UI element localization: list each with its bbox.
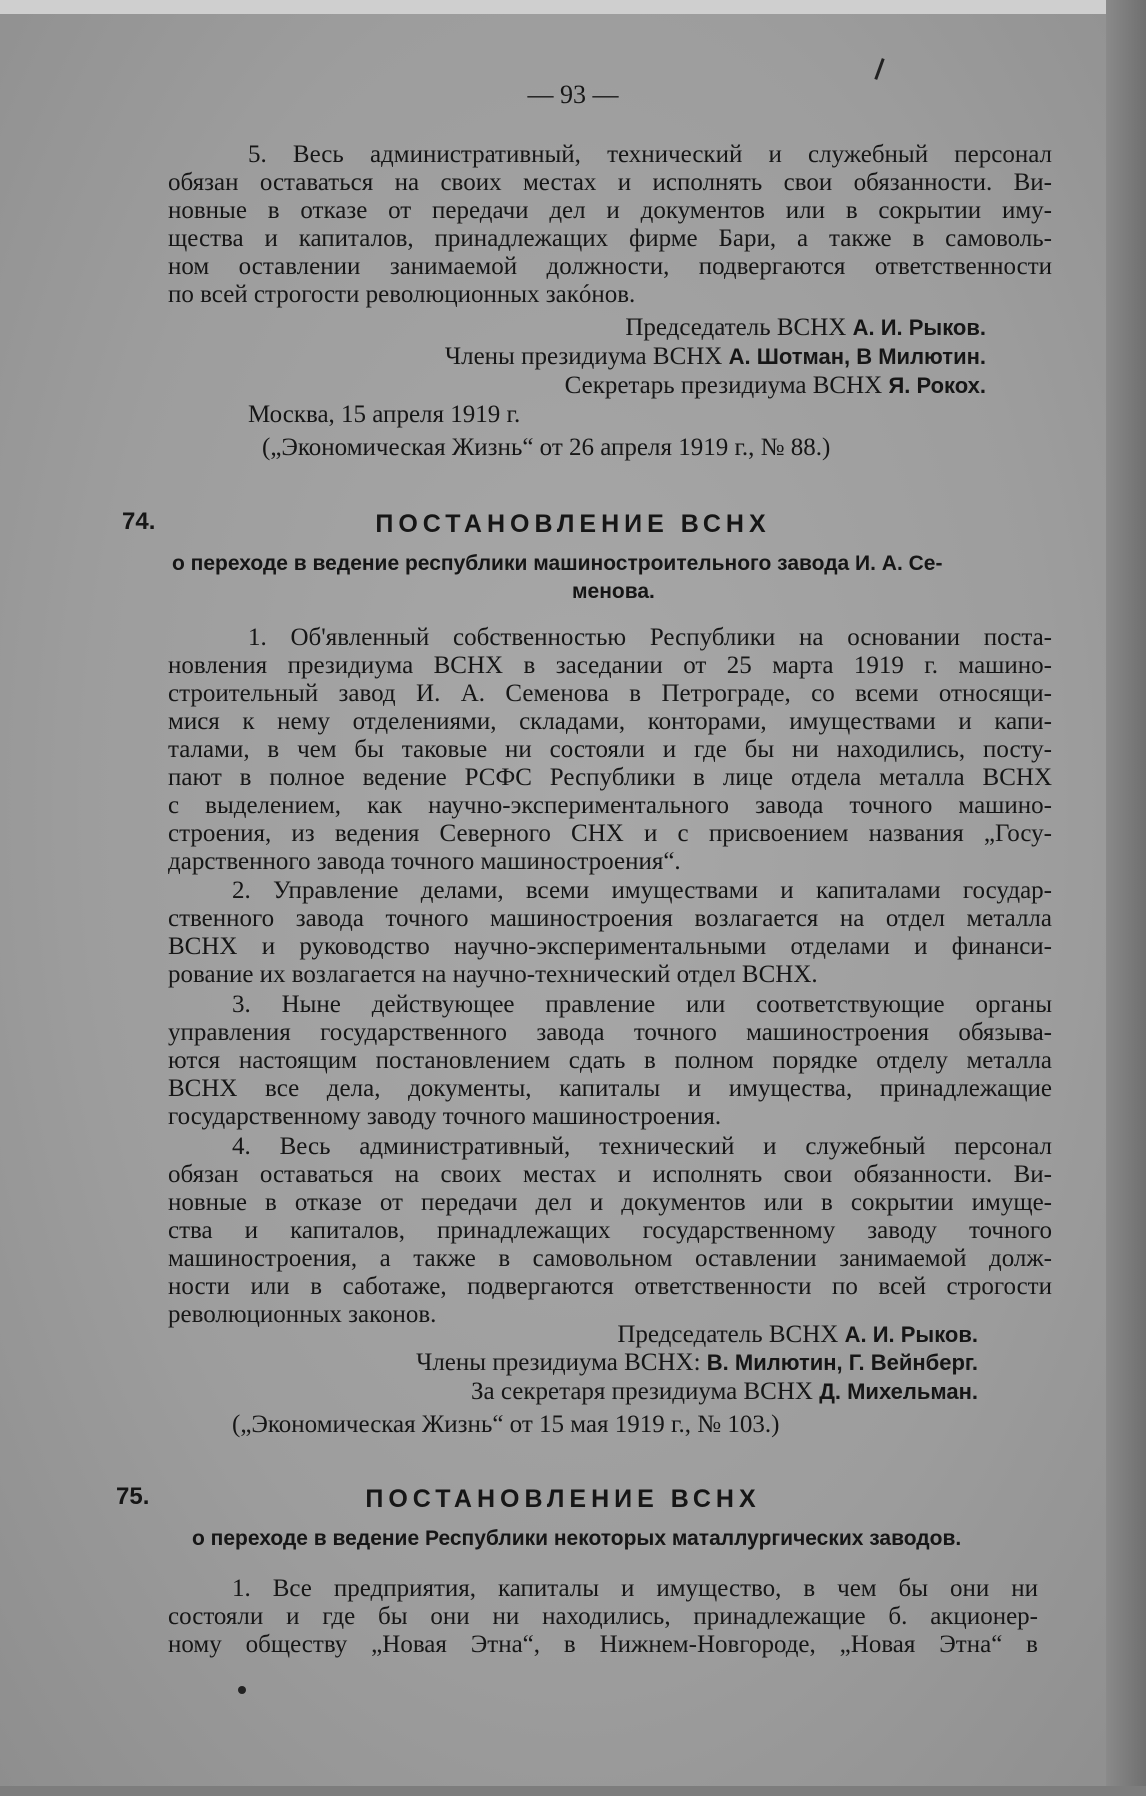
paragraph-line: ному обществу „Новая Этна“, в Нижнем-Новгороде, „Новая Этна“ в (168, 1631, 1038, 1658)
paragraph-line: 1. Все предприятия, капиталы и имущество, в чем бы они ни (232, 1575, 1038, 1602)
paragraph-line: строительный завод И. А. Семенова в Петрограде, со всеми относящи- (168, 680, 1052, 707)
source-citation: („Экономическая Жизнь“ от 26 апреля 1919 г., № 88.) (262, 434, 831, 461)
document-title: ПОСТАНОВЛЕНИЕ ВСНХ (365, 1485, 761, 1513)
paragraph-line: управления государственного завода точного машиностроения обязыва- (168, 1019, 1052, 1046)
paragraph-line: революционных законов. (168, 1301, 437, 1328)
paragraph-line: машиностроения, а также в самовольном оставлении занимаемой долж- (168, 1245, 1052, 1272)
intro-paragraph-line: по всей строгости революционных закóнов. (168, 281, 636, 308)
paragraph-line: дарственного завода точного машиностроения“. (168, 848, 681, 875)
signature-secretary (0, 371, 986, 401)
signature-names: А. И. Рыков. (844, 1322, 978, 1347)
source-citation: („Экономическая Жизнь“ от 15 мая 1919 г., № 103.) (232, 1411, 780, 1438)
document-subtitle: о переходе в ведение Республики некоторых маталлургических заводов. (192, 1527, 962, 1550)
document-subtitle: о переходе в ведение республики машиностроительного завода И. А. Се- (172, 552, 943, 575)
intro-paragraph-line: обязан оставаться на своих местах и исполнять свои обязанности. Ви- (168, 169, 1052, 196)
paragraph-line: государственному заводу точного машиностроения. (168, 1103, 722, 1130)
paragraph-line: 1. Об'явленный собственностью Республики на основании поста- (248, 624, 1052, 651)
paragraph-line: ства и капиталов, принадлежащих государственному заводу точного (168, 1217, 1052, 1244)
intro-paragraph-line: щества и капиталов, принадлежащих фирме Бари, а также в самоволь- (168, 225, 1052, 252)
document-number: 74. (122, 508, 156, 535)
document-subtitle: менова. (572, 580, 655, 603)
paragraph-line: новные в отказе от передачи дел и документов или в сокрытии имуще- (168, 1189, 1052, 1216)
pen-mark (874, 58, 884, 80)
paragraph-line: обязан оставаться на своих местах и исполнять свои обязанности. Ви- (168, 1161, 1052, 1188)
paragraph-line: мися к нему отделениями, складами, конторами, имуществами и капи- (168, 708, 1052, 735)
paragraph-line: ности или в саботаже, подвергаются ответственности по всей строгости (168, 1273, 1052, 1300)
paragraph-line: рование их возлагается на научно-технический отдел ВСНХ. (168, 961, 818, 988)
paragraph-line: талами, в чем бы таковые ни состояли и где бы ни находились, посту- (168, 736, 1052, 763)
signature-secretary (0, 1377, 978, 1407)
signature-names: В. Милютин, Г. Вейнберг. (706, 1350, 978, 1375)
signature-names: А. И. Рыков. (852, 315, 986, 340)
signature-role: Члены президиума ВСНХ: (416, 1349, 701, 1376)
signature-names: Д. Михельман. (819, 1379, 978, 1404)
page-right-edge (1106, 0, 1146, 1796)
signature-role: Председатель ВСНХ (617, 1321, 839, 1348)
signature-role: Члены президиума ВСНХ (444, 343, 723, 370)
signature-role: Председатель ВСНХ (625, 314, 847, 341)
intro-paragraph-line: ном оставлении занимаемой должности, подвергаются ответственности (168, 253, 1052, 280)
signature-role: За секретаря президиума ВСНХ (471, 1378, 813, 1405)
signature-chairman (0, 313, 986, 343)
signature-names: Я. Рокох. (888, 373, 986, 398)
document-number: 75. (116, 1483, 150, 1510)
intro-paragraph-line: новные в отказе от передачи дел и документов или в сокрытии иму- (168, 197, 1052, 224)
paragraph-line: ВСНХ все дела, документы, капиталы и имущества, принадлежащие (168, 1075, 1052, 1102)
page-bottom-edge (0, 1786, 1146, 1796)
page-number: — 93 — (527, 80, 619, 109)
paragraph-line: строения, из ведения Северного СНХ и с присвоением названия „Госу- (168, 820, 1052, 847)
signature-members (0, 1348, 978, 1378)
signature-role: Секретарь президиума ВСНХ (564, 372, 883, 399)
signature-names: А. Шотман, В Милютин. (728, 344, 986, 369)
paragraph-line: ВСНХ и руководство научно-экспериментальными отделами и финанси- (168, 933, 1052, 960)
document-title: ПОСТАНОВЛЕНИЕ ВСНХ (375, 510, 771, 538)
paragraph-line: 2. Управление делами, всеми имуществами и капиталами государ- (232, 877, 1052, 904)
signature-chairman (0, 1320, 978, 1350)
paragraph-line: 3. Ныне действующее правление или соответствующие органы (232, 991, 1052, 1018)
signature-members (0, 342, 986, 372)
paragraph-line: ются настоящим постановлением сдать в полном порядке отделу металла (168, 1047, 1052, 1074)
intro-paragraph-line: 5. Весь административный, технический и служебный персонал (248, 141, 1052, 168)
paragraph-line: состояли и где бы они ни находились, принадлежащие б. акционер- (168, 1603, 1038, 1630)
ink-spot (238, 1686, 246, 1694)
paragraph-line: пают в полное ведение РСФС Республики в лице отдела металла ВСНХ (168, 764, 1052, 791)
place-date: Москва, 15 апреля 1919 г. (248, 401, 521, 428)
page-top-edge (0, 0, 1146, 14)
paragraph-line: 4. Весь административный, технический и служебный персонал (232, 1133, 1052, 1160)
paragraph-line: ственного завода точного машиностроения возлагается на отдел металла (168, 905, 1052, 932)
paragraph-line: с выделением, как научно-экспериментального завода точного машино- (168, 792, 1052, 819)
paragraph-line: новления президиума ВСНХ в заседании от 25 марта 1919 г. машино- (168, 652, 1052, 679)
